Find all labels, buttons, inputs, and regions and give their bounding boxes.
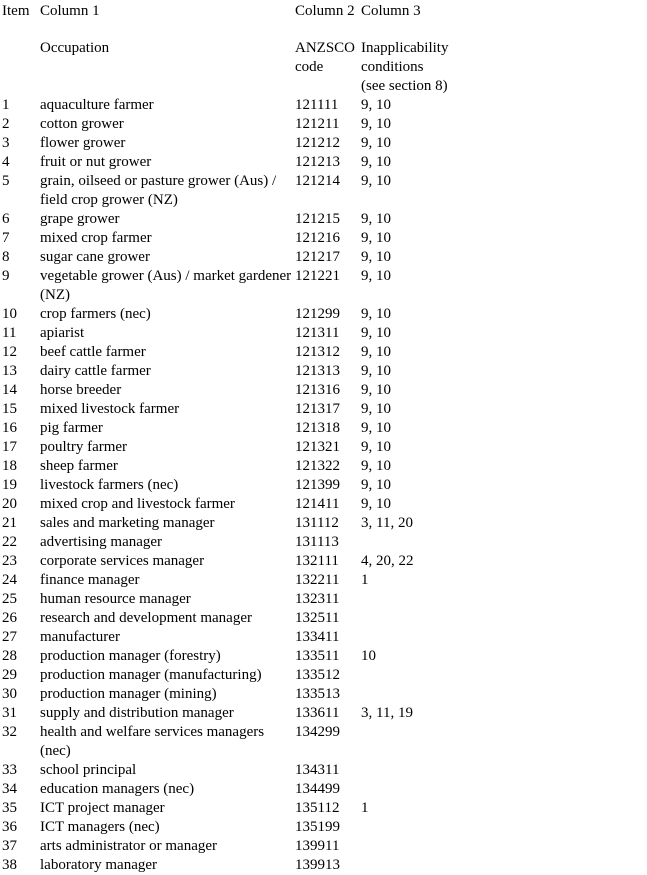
table-row <box>0 419 647 438</box>
item-number: 32 <box>2 724 17 740</box>
anzsco-code: 133511 <box>295 648 340 664</box>
occupation-name: corporate services manager <box>40 553 205 569</box>
occupation-name: livestock farmers (nec) <box>40 477 179 493</box>
table-row <box>0 495 647 514</box>
anzsco-code: 121214 <box>295 173 340 189</box>
item-number: 10 <box>2 306 17 322</box>
anzsco-code: 121321 <box>295 439 340 455</box>
table-row <box>0 628 647 647</box>
item-column-header: Item <box>2 3 30 19</box>
anzsco-code: 121216 <box>295 230 340 246</box>
table-row <box>0 514 647 533</box>
item-number: 22 <box>2 534 17 550</box>
table-row <box>0 552 647 571</box>
inapplicability-conditions: 9, 10 <box>361 344 391 360</box>
occupation-name: grain, oilseed or pasture grower (Aus) / field crop grower (NZ) <box>40 173 277 208</box>
occupation-name: laboratory manager <box>40 857 158 873</box>
occupation-name: apiarist <box>40 325 85 341</box>
item-number: 16 <box>2 420 17 436</box>
table-row <box>0 685 647 704</box>
table-row <box>0 305 647 324</box>
table-row <box>0 799 647 818</box>
conditions-subheader <box>361 39 448 96</box>
occupation-name: production manager (manufacturing) <box>40 667 262 683</box>
occupation-name: finance manager <box>40 572 140 588</box>
anzsco-code: 121215 <box>295 211 340 227</box>
item-number: 12 <box>2 344 17 360</box>
table-row <box>0 438 647 457</box>
item-number: 17 <box>2 439 17 455</box>
table-row <box>0 267 647 305</box>
anzsco-code: 121399 <box>295 477 340 493</box>
table-row <box>0 381 647 400</box>
inapplicability-conditions: 9, 10 <box>361 458 391 474</box>
item-number: 26 <box>2 610 17 626</box>
inapplicability-conditions: 9, 10 <box>361 363 391 379</box>
inapplicability-conditions: 4, 20, 22 <box>361 553 414 569</box>
column-2-header: Column 2 <box>295 3 355 19</box>
occupation-name: arts administrator or manager <box>40 838 218 854</box>
table-body <box>0 96 647 875</box>
occupation-name: crop farmers (nec) <box>40 306 151 322</box>
anzsco-code: 121212 <box>295 135 340 151</box>
item-number: 4 <box>2 154 10 170</box>
anzsco-code: 121317 <box>295 401 340 417</box>
table-row <box>0 153 647 172</box>
item-number: 28 <box>2 648 17 664</box>
item-number: 13 <box>2 363 17 379</box>
table-row <box>0 324 647 343</box>
item-number: 20 <box>2 496 17 512</box>
table-row <box>0 856 647 875</box>
anzsco-code: 121322 <box>295 458 340 474</box>
anzsco-code: 131113 <box>295 534 339 550</box>
anzsco-code: 121318 <box>295 420 340 436</box>
anzsco-code: 121213 <box>295 154 340 170</box>
table-row <box>0 457 647 476</box>
item-number: 37 <box>2 838 17 854</box>
occupation-name: ICT project manager <box>40 800 165 816</box>
table-row <box>0 343 647 362</box>
inapplicability-conditions: 9, 10 <box>361 249 391 265</box>
item-number: 30 <box>2 686 17 702</box>
anzsco-code: 135199 <box>295 819 340 835</box>
table-row <box>0 590 647 609</box>
table-row <box>0 723 647 761</box>
anzsco-code: 121217 <box>295 249 340 265</box>
table-row <box>0 571 647 590</box>
anzsco-code: 139911 <box>295 838 340 854</box>
inapplicability-conditions: 1 <box>361 800 369 816</box>
inapplicability-conditions: 9, 10 <box>361 477 391 493</box>
item-number: 24 <box>2 572 17 588</box>
anzsco-code: 121111 <box>295 97 339 113</box>
inapplicability-conditions: 9, 10 <box>361 173 391 189</box>
inapplicability-conditions: 9, 10 <box>361 325 391 341</box>
anzsco-code: 133611 <box>295 705 340 721</box>
inapplicability-conditions: 3, 11, 19 <box>361 705 413 721</box>
occupation-name: dairy cattle farmer <box>40 363 151 379</box>
table-row <box>0 704 647 723</box>
item-number: 15 <box>2 401 17 417</box>
item-number: 29 <box>2 667 17 683</box>
occupation-name: mixed crop farmer <box>40 230 152 246</box>
item-number: 25 <box>2 591 17 607</box>
anzsco-code: 121313 <box>295 363 340 379</box>
inapplicability-conditions: 9, 10 <box>361 135 391 151</box>
item-number: 31 <box>2 705 17 721</box>
table-row <box>0 609 647 628</box>
table-row <box>0 476 647 495</box>
table-row <box>0 248 647 267</box>
table-row <box>0 115 647 134</box>
inapplicability-conditions: 9, 10 <box>361 420 391 436</box>
column-header-row <box>0 2 647 21</box>
occupation-name: aquaculture farmer <box>40 97 154 113</box>
item-number: 1 <box>2 97 10 113</box>
occupation-name: human resource manager <box>40 591 191 607</box>
table-row <box>0 210 647 229</box>
table-row <box>0 761 647 780</box>
occupation-name: research and development manager <box>40 610 252 626</box>
inapplicability-conditions: 10 <box>361 648 376 664</box>
anzsco-code: 132211 <box>295 572 340 588</box>
anzsco-subheader-line-1: ANZSCO <box>295 40 356 56</box>
inapplicability-conditions: 9, 10 <box>361 97 391 113</box>
occupation-subheader: Occupation <box>40 40 110 56</box>
anzsco-code: 139913 <box>295 857 340 873</box>
item-number: 11 <box>2 325 17 341</box>
table-row <box>0 818 647 837</box>
table-row <box>0 96 647 115</box>
item-number: 14 <box>2 382 17 398</box>
table-row <box>0 533 647 552</box>
inapplicability-conditions: 9, 10 <box>361 439 391 455</box>
anzsco-code: 121312 <box>295 344 340 360</box>
item-number: 23 <box>2 553 17 569</box>
inapplicability-conditions: 9, 10 <box>361 401 391 417</box>
item-number: 27 <box>2 629 17 645</box>
occupation-name: vegetable grower (Aus) / market gardener (NZ) <box>40 268 292 303</box>
item-number: 3 <box>2 135 10 151</box>
inapplicability-conditions: 9, 10 <box>361 154 391 170</box>
item-number: 6 <box>2 211 10 227</box>
anzsco-code: 132511 <box>295 610 340 626</box>
occupation-name: fruit or nut grower <box>40 154 152 170</box>
anzsco-subheader-line-2: code <box>295 59 324 75</box>
item-number: 8 <box>2 249 10 265</box>
item-number: 33 <box>2 762 17 778</box>
occupation-name: flower grower <box>40 135 126 151</box>
item-number: 5 <box>2 173 10 189</box>
occupation-name: cotton grower <box>40 116 124 132</box>
occupation-name: supply and distribution manager <box>40 705 234 721</box>
item-number: 35 <box>2 800 17 816</box>
occupation-name: beef cattle farmer <box>40 344 146 360</box>
anzsco-code: 133513 <box>295 686 340 702</box>
inapplicability-conditions: 9, 10 <box>361 306 391 322</box>
occupation-name: production manager (mining) <box>40 686 217 702</box>
anzsco-code: 132111 <box>295 553 339 569</box>
column-1-header: Column 1 <box>40 3 100 19</box>
anzsco-code: 133512 <box>295 667 340 683</box>
item-number: 18 <box>2 458 17 474</box>
table-row <box>0 400 647 419</box>
anzsco-code: 121316 <box>295 382 340 398</box>
conditions-subheader-line-2: conditions <box>361 59 424 75</box>
conditions-subheader-line-1: Inapplicability <box>361 40 449 56</box>
occupation-name: school principal <box>40 762 137 778</box>
conditions-subheader-line-3: (see section 8) <box>361 78 448 94</box>
inapplicability-conditions: 9, 10 <box>361 211 391 227</box>
occupation-name: education managers (nec) <box>40 781 195 797</box>
anzsco-subheader <box>295 39 355 77</box>
occupation-name: sales and marketing manager <box>40 515 215 531</box>
item-number: 36 <box>2 819 17 835</box>
anzsco-code: 132311 <box>295 591 340 607</box>
item-number: 19 <box>2 477 17 493</box>
occupation-name: grape grower <box>40 211 120 227</box>
item-number: 38 <box>2 857 17 873</box>
anzsco-code: 135112 <box>295 800 340 816</box>
anzsco-code: 121311 <box>295 325 340 341</box>
occupation-name: sheep farmer <box>40 458 118 474</box>
occupation-name: mixed crop and livestock farmer <box>40 496 235 512</box>
item-number: 2 <box>2 116 10 132</box>
inapplicability-conditions: 1 <box>361 572 369 588</box>
occupation-name: poultry farmer <box>40 439 128 455</box>
occupation-name: pig farmer <box>40 420 103 436</box>
anzsco-code: 133411 <box>295 629 340 645</box>
anzsco-code: 131112 <box>295 515 339 531</box>
anzsco-code: 121299 <box>295 306 340 322</box>
table-row <box>0 647 647 666</box>
item-number: 7 <box>2 230 10 246</box>
occupation-name: ICT managers (nec) <box>40 819 160 835</box>
table-row <box>0 666 647 685</box>
table-row <box>0 134 647 153</box>
table-row <box>0 229 647 248</box>
inapplicability-conditions: 9, 10 <box>361 268 391 284</box>
inapplicability-conditions: 3, 11, 20 <box>361 515 413 531</box>
column-3-header: Column 3 <box>361 3 421 19</box>
table-row <box>0 780 647 799</box>
occupation-name: manufacturer <box>40 629 120 645</box>
occupation-name: health and welfare services managers (nec) <box>40 724 265 759</box>
occupation-name: sugar cane grower <box>40 249 150 265</box>
table-row <box>0 837 647 856</box>
anzsco-code: 121221 <box>295 268 340 284</box>
anzsco-code: 134299 <box>295 724 340 740</box>
inapplicability-conditions: 9, 10 <box>361 496 391 512</box>
item-number: 9 <box>2 268 10 284</box>
inapplicability-conditions: 9, 10 <box>361 382 391 398</box>
item-number: 34 <box>2 781 17 797</box>
anzsco-code: 134311 <box>295 762 340 778</box>
anzsco-code: 121211 <box>295 116 340 132</box>
occupation-name: production manager (forestry) <box>40 648 221 664</box>
inapplicability-conditions: 9, 10 <box>361 116 391 132</box>
occupation-name: advertising manager <box>40 534 163 550</box>
anzsco-code: 121411 <box>295 496 340 512</box>
occupation-name: mixed livestock farmer <box>40 401 180 417</box>
item-number: 21 <box>2 515 17 531</box>
inapplicability-conditions: 9, 10 <box>361 230 391 246</box>
table-row <box>0 172 647 210</box>
column-subheader-row <box>0 39 647 96</box>
occupation-name: horse breeder <box>40 382 122 398</box>
table-row <box>0 362 647 381</box>
anzsco-code: 134499 <box>295 781 340 797</box>
